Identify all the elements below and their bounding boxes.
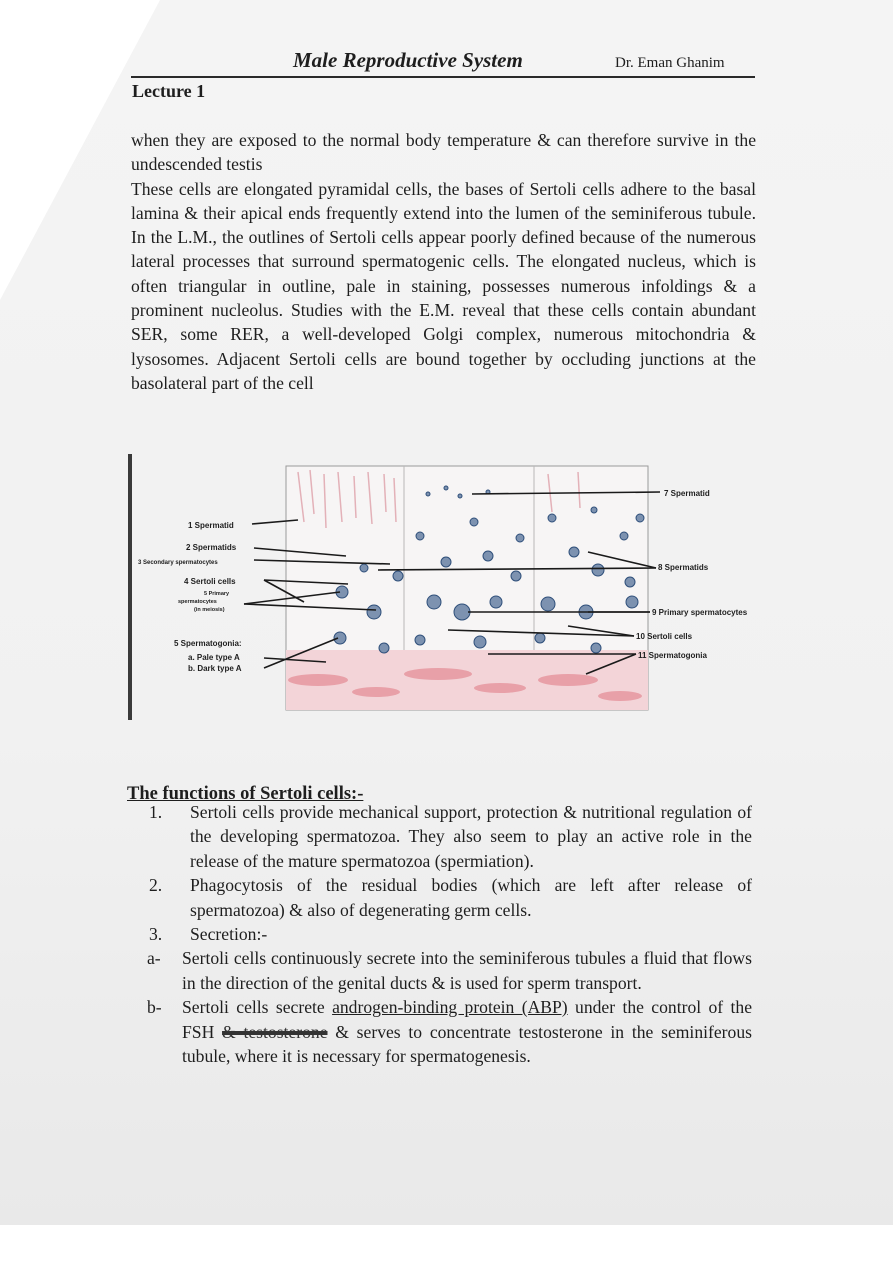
list-marker: 3.: [149, 924, 163, 945]
list-item: [127, 946, 752, 995]
list-item: [127, 800, 752, 873]
list-item-text-post: & serves to concentrate testosterone in the seminiferous tubule, where it is necessary for spermatogenesis.: [182, 1021, 752, 1067]
right-labels: [636, 489, 748, 660]
label-spermatids: 2 Spermatids: [186, 543, 237, 552]
functions-list: [127, 800, 752, 1068]
label-secondary-spermatocytes: 3 Secondary spermatocytes: [138, 560, 218, 566]
lecture-label: Lecture 1: [132, 81, 206, 101]
label-sertoli-cells-left: 4 Sertoli cells: [184, 577, 236, 586]
label-pale-type-a: a. Pale type A: [188, 653, 240, 662]
list-item: [127, 873, 752, 922]
header-rule: [131, 76, 755, 78]
intro-line-1: when they are exposed to the normal body temperature & can therefore survive in the undescended testis: [131, 130, 756, 175]
label-spermatogonia-left: 5 Spermatogonia:: [174, 639, 242, 648]
list-marker: 2.: [149, 875, 163, 896]
functions-heading: The functions of Sertoli cells:-: [127, 784, 364, 804]
list-marker: 1.: [149, 802, 163, 822]
intro-paragraph: [131, 128, 756, 395]
connective-tissue-band: [286, 650, 648, 710]
left-labels: [138, 521, 242, 673]
label-spermatocytes: spermatocytes: [178, 599, 217, 605]
label-sertoli-cells-right: 10 Sertoli cells: [636, 632, 693, 641]
label-primary: 5 Primary: [204, 591, 230, 597]
list-marker: b-: [147, 997, 162, 1018]
label-spermatids-right: 8 Spermatids: [658, 563, 709, 572]
seminiferous-tubule-figure: [128, 452, 768, 724]
label-dark-type-a: b. Dark type A: [188, 664, 242, 673]
list-item: [127, 995, 752, 1068]
label-primary-spermatocytes: 9 Primary spermatocytes: [652, 608, 748, 617]
list-item-text: Sertoli cells continuously secrete into the seminiferous tubules a fluid that flows in the direction of the genital ducts & is used for sperm transport.: [182, 948, 752, 993]
abp-underlined: androgen-binding protein (ABP): [332, 997, 568, 1018]
header-author: Dr. Eman Ghanim: [615, 55, 725, 71]
list-item-text: Sertoli cells provide mechanical support, protection & nutritional regulation of the developing spermatozoa. They also seem to play an active role in the release of the mature spermatozoa (spermiation).: [190, 802, 752, 871]
intro-line-2: These cells are elongated pyramidal cells, the bases of Sertoli cells adhere to the basal lamina & their apical ends frequently extend into the lumen of the seminiferous tubule. In the L.M., the outlines of Sertoli cells appear poorly defined because of the numerous lateral processes that surround spermatogenic cells. The elongated nucleus, which is often triangular in outline, pale in staining, possesses numerous infoldings & a prominent nucleolus. Studies with the E.M. reveal that these cells contain abundant SER, some RER, a well-developed Golgi complex, numerous mitochondria & lysosomes. Adjacent Sertoli cells are bound together by occluding junctions at the basolateral part of the cell: [131, 178, 756, 393]
label-spermatid-right: 7 Spermatid: [664, 489, 710, 498]
label-spermatogonia-right: 11 Spermatogonia: [638, 651, 707, 660]
list-item-text-mid: under the control of the FSH: [182, 997, 753, 1042]
list-item-text: Secretion:-: [190, 924, 268, 945]
label-in-meiosis: (in meiosis): [194, 607, 225, 613]
list-item-text: Phagocytosis of the residual bodies (which are left after release of spermatozoa) & also of degenerating germ cells.: [190, 875, 752, 920]
label-spermatid: 1 Spermatid: [188, 521, 234, 530]
header-title: Male Reproductive System: [293, 48, 523, 72]
struck-text: & testosterone: [222, 1021, 328, 1042]
figure-border-bar: [128, 454, 132, 720]
list-marker: a-: [147, 948, 161, 969]
list-item: [127, 922, 752, 946]
figure-drawing: [128, 452, 768, 724]
list-item-text-pre: Sertoli cells secrete: [182, 997, 333, 1018]
